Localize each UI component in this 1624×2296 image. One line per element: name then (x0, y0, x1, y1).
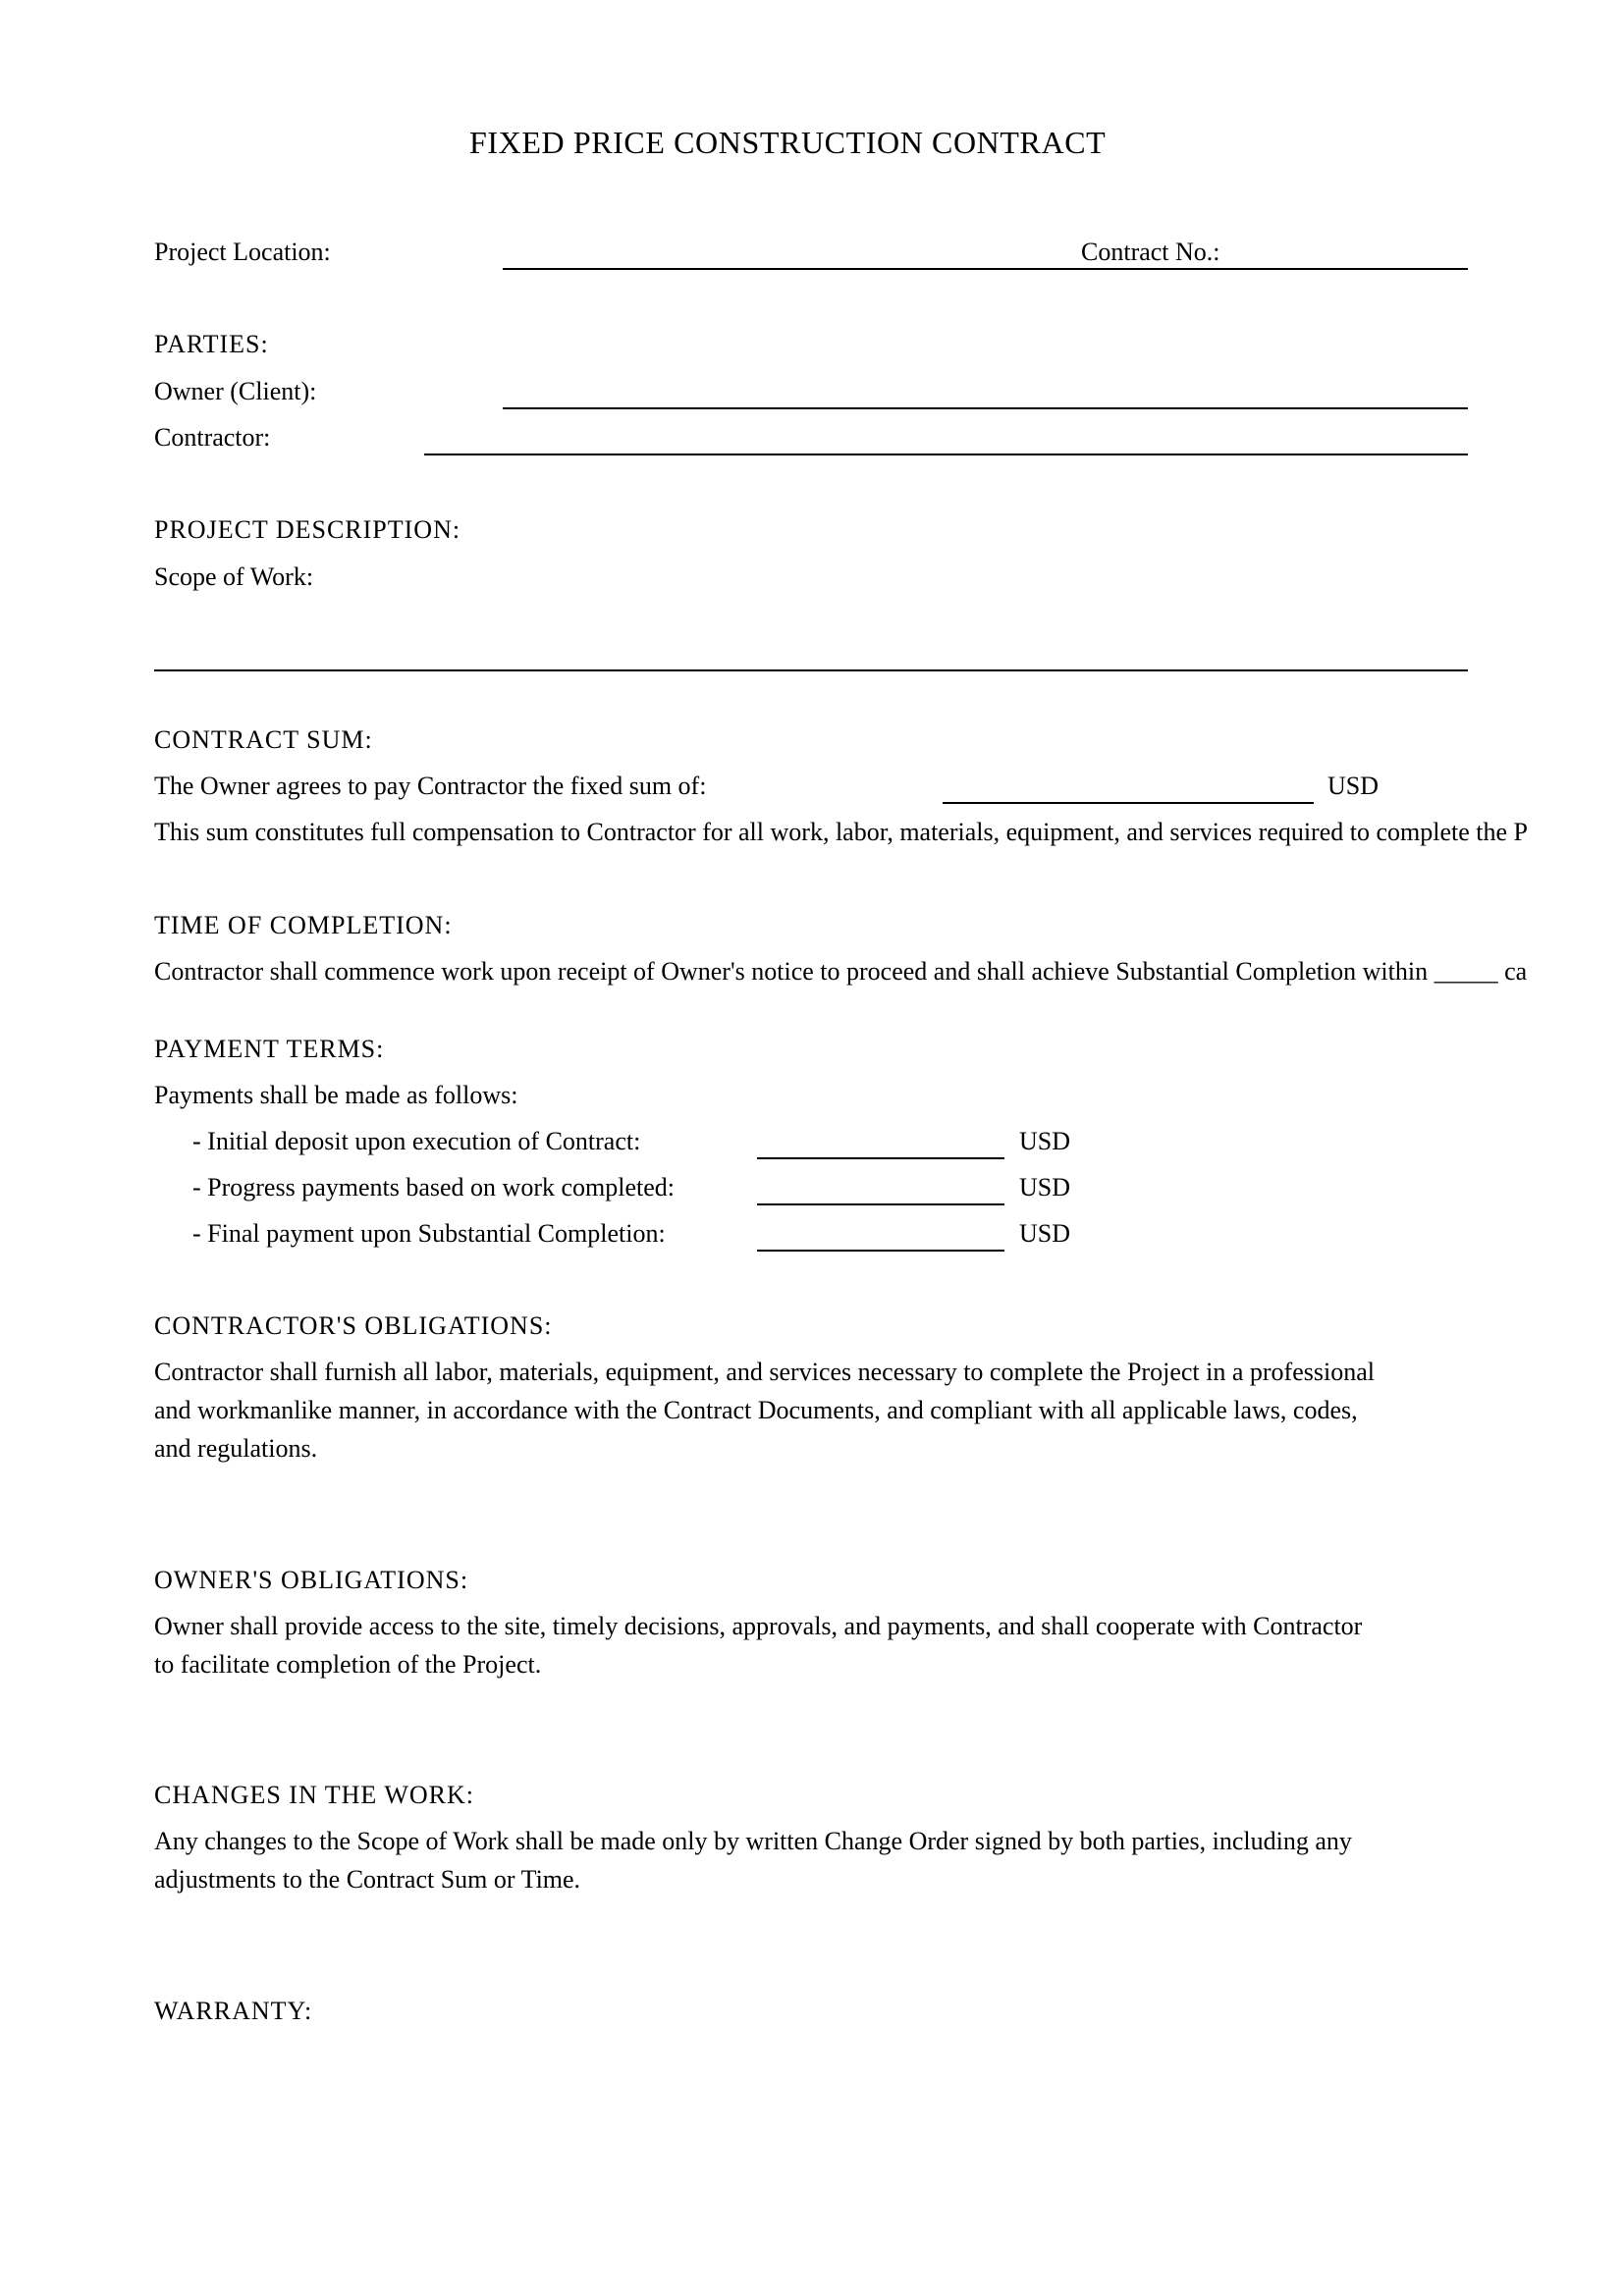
contractor-obligations-line: Contractor shall furnish all labor, materials, equipment, and services necessary to complete the Project in a professional (154, 1358, 1375, 1386)
owner-obligations-line: to facilitate completion of the Project. (154, 1650, 542, 1679)
changes-in-work-line: adjustments to the Contract Sum or Time. (154, 1865, 581, 1894)
payment-item-field[interactable] (757, 1250, 1004, 1252)
payment-terms-heading: PAYMENT TERMS: (154, 1035, 385, 1063)
contract-no-label: Contract No.: (1081, 238, 1220, 266)
owner-obligations-heading: OWNER'S OBLIGATIONS: (154, 1566, 469, 1594)
owner-field[interactable] (503, 407, 1468, 409)
warranty-heading: WARRANTY: (154, 1997, 313, 2025)
changes-in-work-line: Any changes to the Scope of Work shall be made only by written Change Order signed by both parties, including any (154, 1827, 1352, 1855)
contract-sum-field[interactable] (943, 802, 1314, 804)
contractor-field[interactable] (424, 454, 1468, 455)
contractor-label: Contractor: (154, 423, 271, 452)
payment-item-field[interactable] (757, 1157, 1004, 1159)
payment-item-field[interactable] (757, 1203, 1004, 1205)
owner-label: Owner (Client): (154, 377, 317, 405)
scope-of-work-field[interactable] (154, 669, 1468, 671)
contractor-obligations-heading: CONTRACTOR'S OBLIGATIONS: (154, 1311, 553, 1340)
parties-heading: PARTIES: (154, 330, 269, 358)
time-of-completion-heading: TIME OF COMPLETION: (154, 911, 453, 939)
contract-sum-heading: CONTRACT SUM: (154, 725, 373, 754)
payment-item-currency: USD (1019, 1127, 1071, 1155)
payment-item-currency: USD (1019, 1219, 1071, 1248)
contractor-obligations-line: and regulations. (154, 1434, 318, 1463)
document-title: FIXED PRICE CONSTRUCTION CONTRACT (469, 125, 1107, 160)
project-description-heading: PROJECT DESCRIPTION: (154, 515, 461, 544)
contract-sum-currency: USD (1327, 772, 1380, 800)
contractor-obligations-line: and workmanlike manner, in accordance with the Contract Documents, and compliant with all applicable laws, codes, (154, 1396, 1358, 1424)
payment-item-label: - Progress payments based on work completed: (192, 1173, 676, 1201)
payment-item-label: - Initial deposit upon execution of Contract: (192, 1127, 641, 1155)
payment-terms-intro: Payments shall be made as follows: (154, 1081, 518, 1109)
changes-in-work-heading: CHANGES IN THE WORK: (154, 1781, 474, 1809)
owner-obligations-line: Owner shall provide access to the site, timely decisions, approvals, and payments, and shall cooperate with Contractor (154, 1612, 1363, 1640)
payment-item-label: - Final payment upon Substantial Completion: (192, 1219, 666, 1248)
time-of-completion-text: Contractor shall commence work upon receipt of Owner's notice to proceed and shall achieve Substantial Completion within _____ ca (154, 957, 1528, 986)
project-location-field[interactable] (503, 268, 1468, 270)
contract-sum-text: The Owner agrees to pay Contractor the fixed sum of: (154, 772, 707, 800)
payment-item-currency: USD (1019, 1173, 1071, 1201)
compensation-text: This sum constitutes full compensation to Contractor for all work, labor, materials, equipment, and services required to complete the P (154, 818, 1528, 846)
project-location-label: Project Location: (154, 238, 331, 266)
scope-of-work-label: Scope of Work: (154, 562, 314, 591)
